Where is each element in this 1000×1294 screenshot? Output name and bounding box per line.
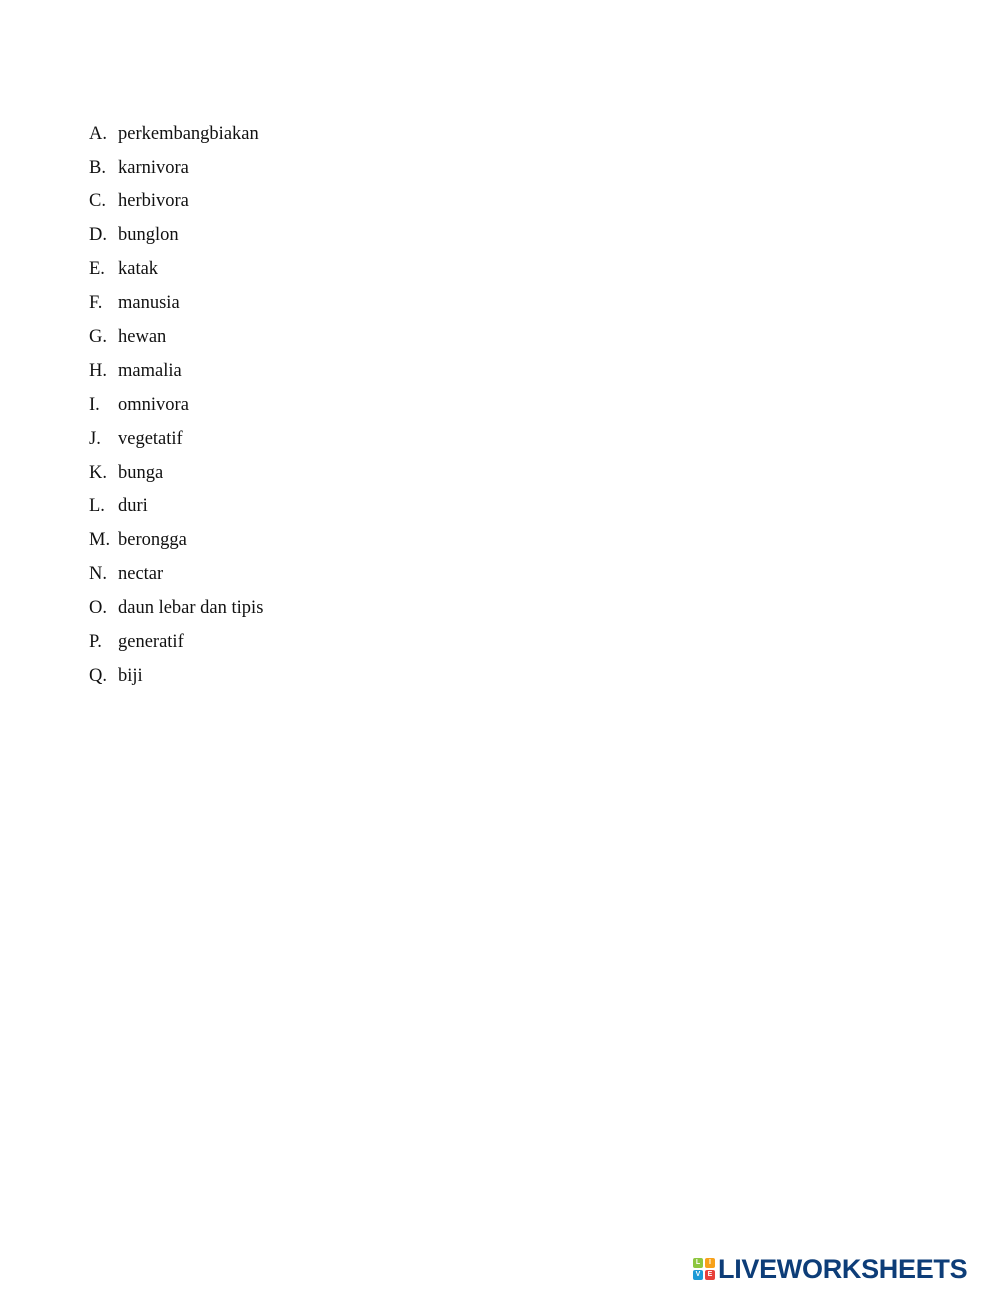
option-text: manusia — [118, 293, 180, 314]
option-letter: Q. — [89, 665, 107, 686]
answer-option — [89, 253, 263, 287]
answer-options-list — [89, 117, 263, 693]
option-letter: L. — [89, 496, 105, 517]
answer-option — [89, 388, 263, 422]
option-text: nectar — [118, 564, 164, 585]
option-text: berongga — [118, 530, 187, 551]
option-text: karnivora — [118, 157, 189, 178]
option-letter: M. — [89, 530, 111, 551]
option-letter: F. — [89, 293, 103, 314]
logo-tile: V — [693, 1270, 703, 1280]
option-letter: J. — [89, 428, 101, 449]
logo-tile: L — [693, 1258, 703, 1268]
option-text: vegetatif — [118, 428, 183, 449]
option-letter: O. — [89, 598, 107, 619]
option-letter: A. — [89, 123, 107, 144]
option-text: katak — [118, 259, 159, 280]
option-letter: C. — [89, 191, 106, 212]
option-letter: B. — [89, 157, 106, 178]
option-letter: K. — [89, 462, 107, 483]
option-text: bunga — [118, 462, 164, 483]
option-letter: G. — [89, 327, 107, 348]
option-letter: H. — [89, 360, 107, 381]
answer-option — [89, 219, 263, 253]
option-text: biji — [118, 665, 143, 686]
option-text: daun lebar dan tipis — [118, 598, 264, 619]
liveworksheets-brand — [693, 1256, 967, 1282]
option-letter: I. — [89, 394, 100, 415]
answer-option — [89, 490, 263, 524]
option-text: bunglon — [118, 225, 179, 246]
answer-option — [89, 320, 263, 354]
option-text: perkembangbiakan — [118, 123, 259, 144]
option-text: omnivora — [118, 394, 189, 415]
option-text: generatif — [118, 632, 184, 653]
liveworksheets-logo-icon — [693, 1258, 715, 1280]
answer-option — [89, 558, 263, 592]
answer-option — [89, 185, 263, 219]
option-letter: N. — [89, 564, 107, 585]
answer-option — [89, 354, 263, 388]
option-letter: D. — [89, 225, 107, 246]
brand-wordmark: LIVEWORKSHEETS — [718, 1254, 968, 1284]
answer-option — [89, 422, 263, 456]
answer-option — [89, 625, 263, 659]
option-letter: E. — [89, 259, 105, 280]
answer-option — [89, 591, 263, 625]
option-text: duri — [118, 496, 148, 517]
answer-option — [89, 524, 263, 558]
answer-option — [89, 286, 263, 320]
answer-option — [89, 151, 263, 185]
answer-option — [89, 659, 263, 693]
logo-tile: E — [705, 1270, 715, 1280]
option-text: mamalia — [118, 360, 182, 381]
logo-tile: I — [705, 1258, 715, 1268]
option-text: hewan — [118, 327, 167, 348]
option-text: herbivora — [118, 191, 189, 212]
option-letter: P. — [89, 632, 102, 653]
answer-option — [89, 117, 263, 151]
answer-option — [89, 456, 263, 490]
